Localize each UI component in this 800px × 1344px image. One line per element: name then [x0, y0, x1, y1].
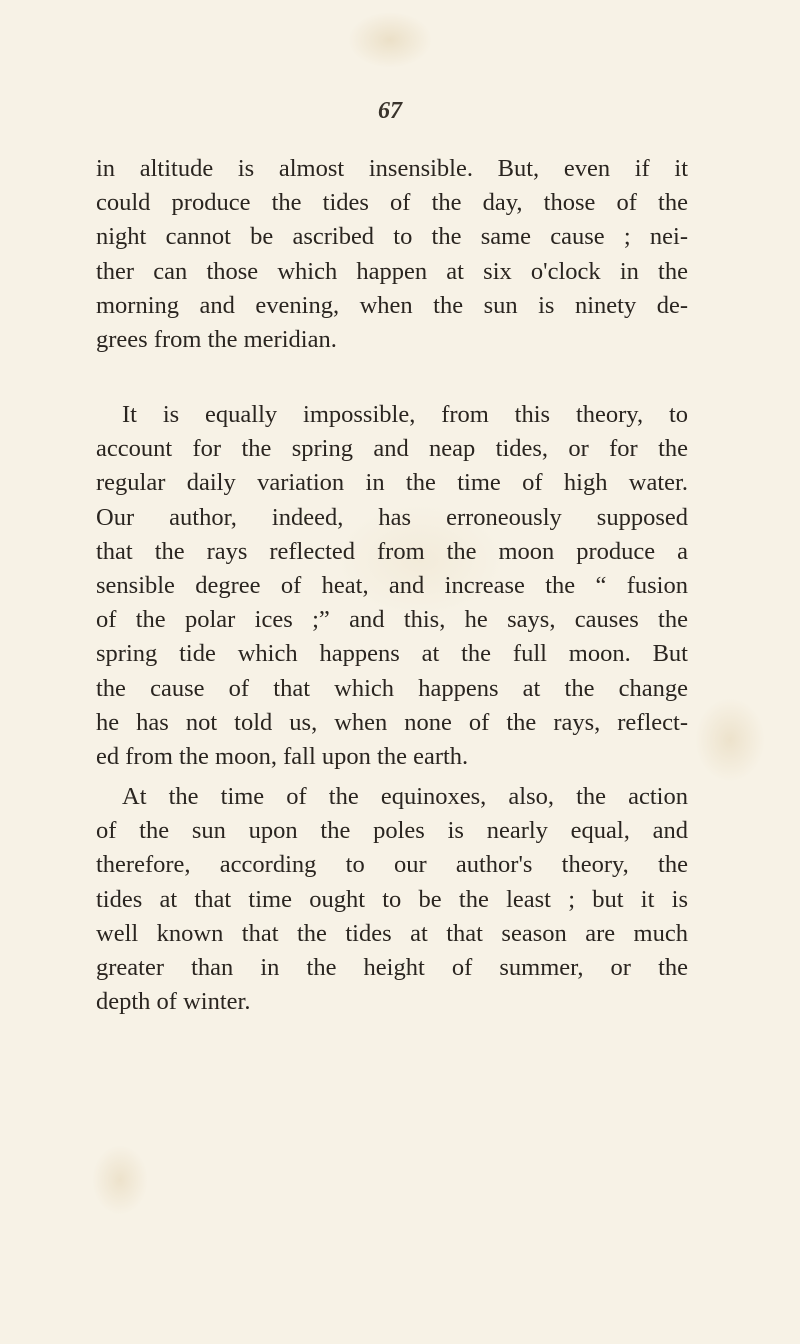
text-line: sensible degree of heat, and increase the “ fusion	[96, 571, 688, 599]
paragraph-3	[96, 780, 688, 1019]
paragraph-1	[96, 152, 688, 357]
text-line: of the sun upon the poles is nearly equal, and	[96, 817, 688, 845]
text-line: he has not told us, when none of the rays, reflect-	[96, 708, 688, 736]
text-line: that the rays reflected from the moon produce a	[96, 537, 688, 565]
text-line: grees from the meridian.	[96, 325, 337, 353]
text-line: could produce the tides of the day, those of the	[96, 189, 688, 217]
text-line: morning and evening, when the sun is ninety de-	[96, 291, 688, 319]
text-line: ther can those which happen at six o'clock in the	[96, 257, 688, 285]
text-line: Our author, indeed, has erroneously supposed	[96, 503, 688, 531]
text-line: ed from the moon, fall upon the earth.	[96, 742, 469, 770]
text-line: therefore, according to our author's theory, the	[96, 851, 688, 879]
text-line: It is equally impossible, from this theory, to	[122, 401, 688, 428]
text-line: of the polar ices ;” and this, he says, causes the	[96, 606, 688, 634]
text-line: in altitude is almost insensible. But, even if it	[96, 155, 688, 182]
text-line: the cause of that which happens at the change	[96, 674, 688, 702]
text-line: tides at that time ought to be the least ; but it is	[96, 885, 688, 913]
text-line: regular daily variation in the time of high water.	[96, 469, 688, 497]
text-line: night cannot be ascribed to the same cause ; nei-	[96, 223, 688, 251]
text-line: depth of winter.	[96, 988, 251, 1016]
text-line: well known that the tides at that season are much	[96, 919, 688, 947]
text-line: spring tide which happens at the full moon. But	[96, 640, 688, 668]
page-number: 67	[378, 98, 402, 124]
paragraph-2	[96, 398, 688, 774]
text-line: At the time of the equinoxes, also, the action	[122, 783, 688, 810]
text-line: account for the spring and neap tides, or for the	[96, 435, 688, 463]
text-line: greater than in the height of summer, or the	[96, 953, 688, 981]
